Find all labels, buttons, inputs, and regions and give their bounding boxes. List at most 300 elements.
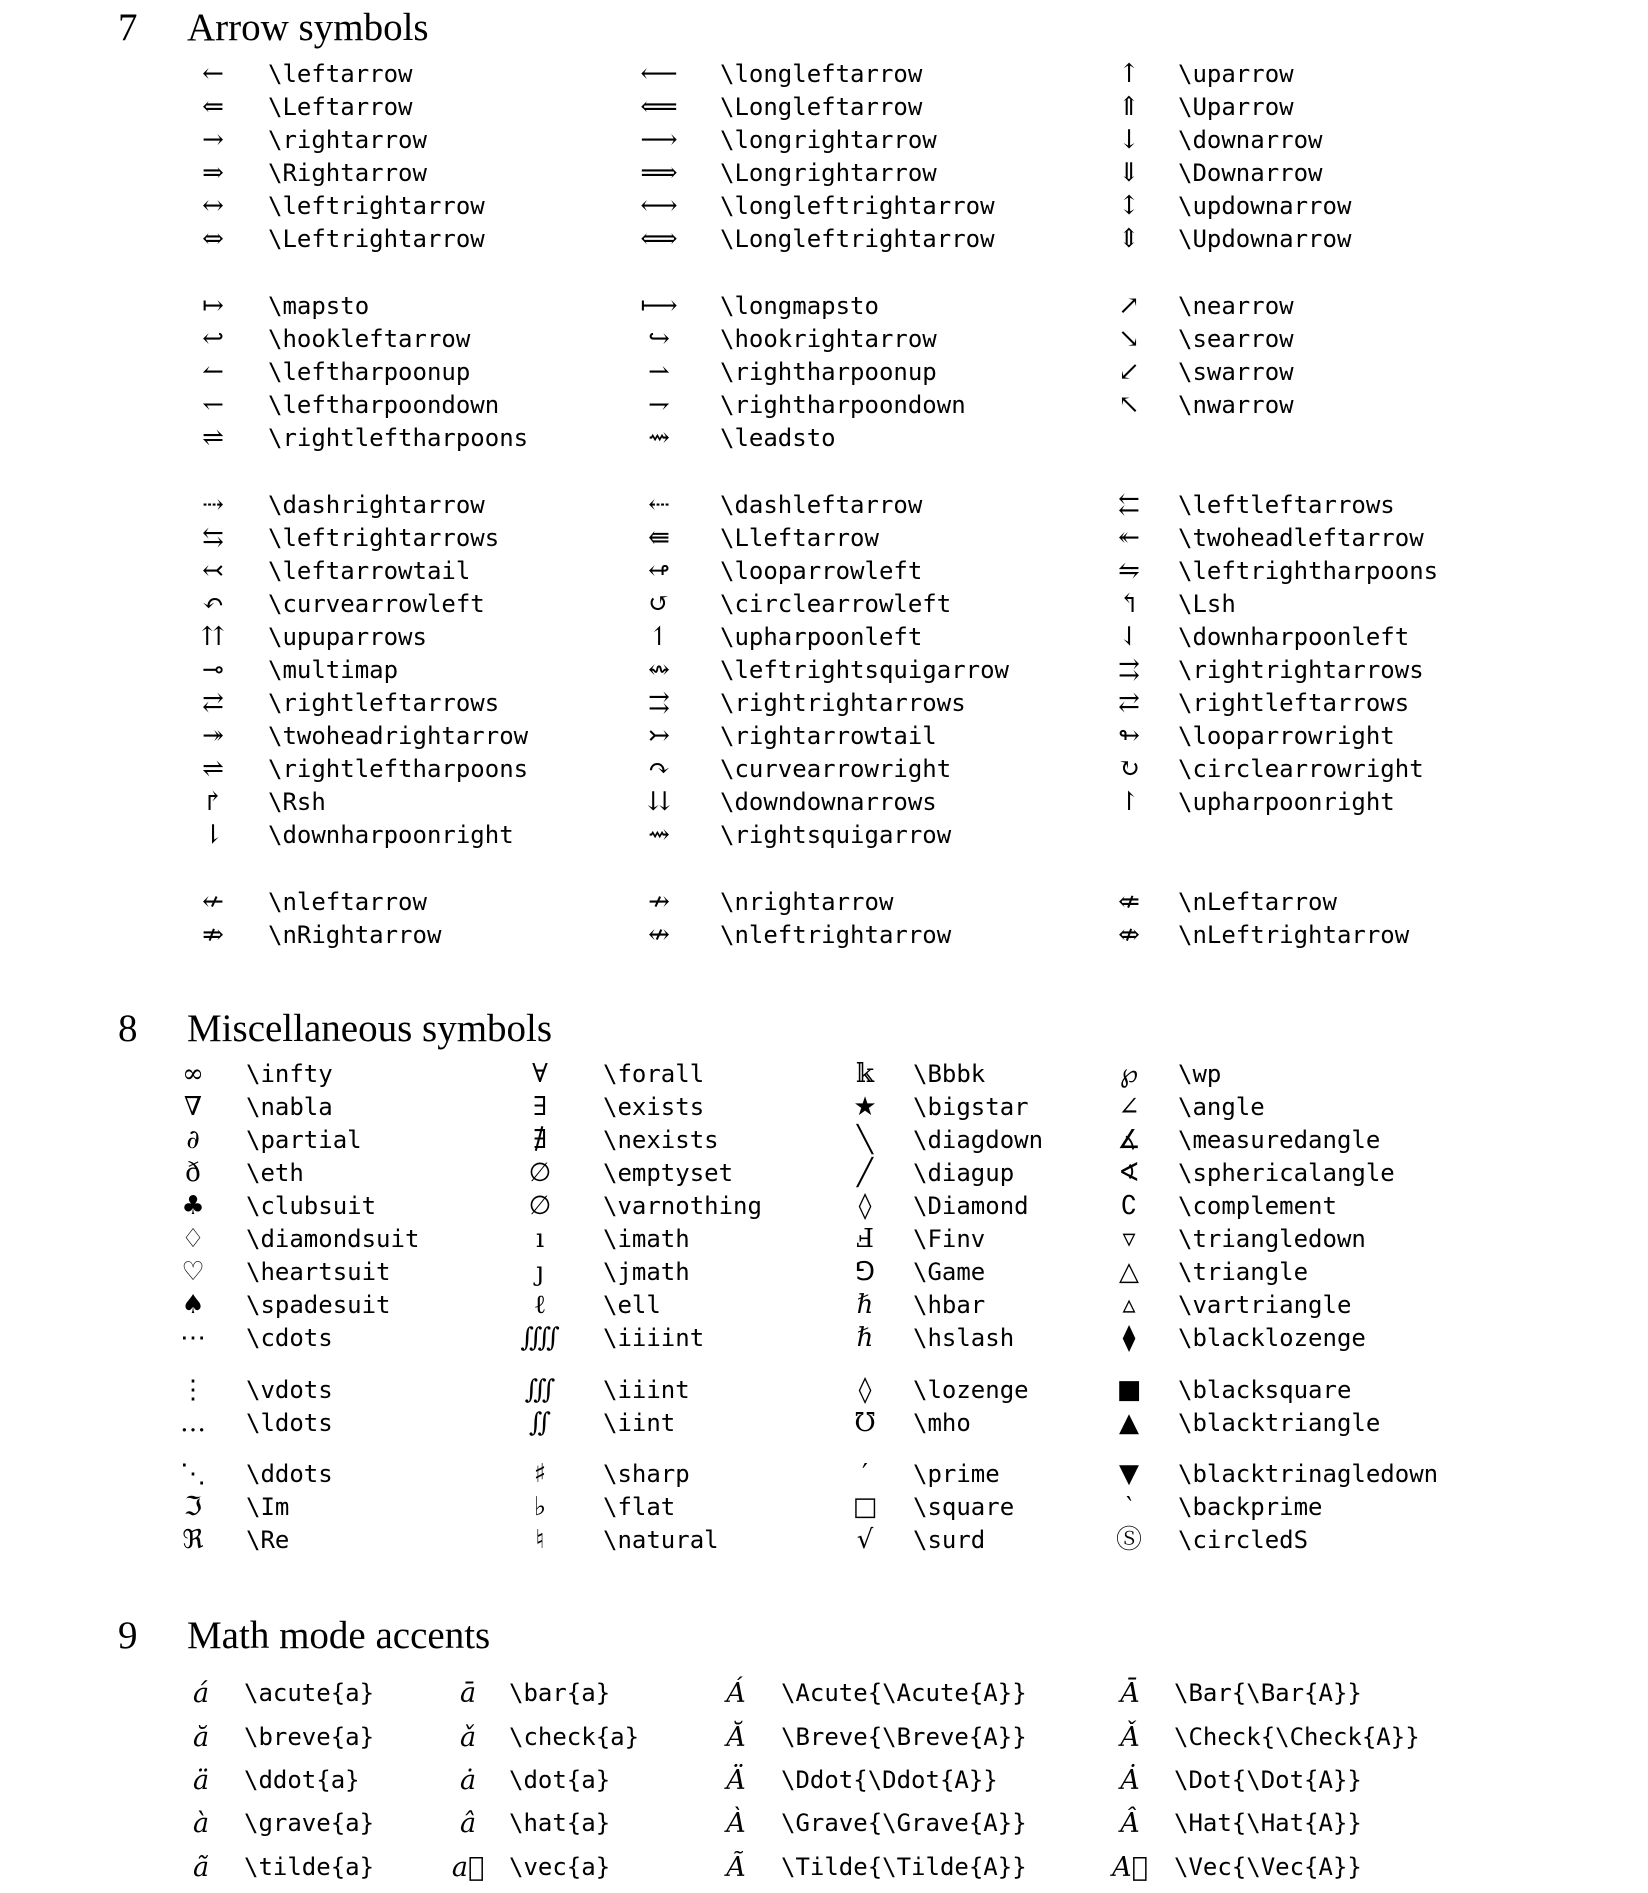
command-leftleftarrows: \leftleftarrows [1178, 491, 1395, 519]
command-hbar: \hbar [913, 1291, 986, 1319]
command-diagup: \diagup [913, 1159, 1015, 1187]
symbol-row [0, 1764, 1648, 1797]
symbol-glyph: ↚ [202, 887, 224, 917]
symbol-glyph: ⊸ [202, 655, 224, 685]
symbol-glyph: ⅁ [854, 1257, 876, 1287]
command-finv: \Finv [913, 1225, 986, 1253]
symbol-glyph: À [726, 1808, 746, 1839]
command-jmath: \jmath [603, 1258, 690, 1286]
symbol-glyph: ∅ [528, 1191, 552, 1221]
command-hat-hat-a: \Hat{\Hat{A}} [1174, 1809, 1362, 1837]
command-nexists: \nexists [603, 1126, 719, 1154]
command-nrightarrow: \nRightarrow [268, 921, 442, 949]
section-number: 7 [118, 6, 138, 49]
command-sphericalangle: \sphericalangle [1178, 1159, 1395, 1187]
symbol-glyph: ↔ [202, 191, 224, 221]
symbol-glyph: ⇉ [648, 688, 670, 718]
command-mho: \mho [913, 1409, 971, 1437]
command-backprime: \backprime [1178, 1493, 1323, 1521]
symbol-glyph: ↷ [648, 754, 670, 784]
symbol-glyph: Ⓢ [1115, 1525, 1142, 1555]
symbol-glyph: ă [192, 1722, 210, 1753]
command-lleftarrow: \Lleftarrow [720, 524, 879, 552]
symbol-row [0, 1407, 1648, 1440]
command-dot-dot-a: \Dot{\Dot{A}} [1174, 1766, 1362, 1794]
command-vdots: \vdots [246, 1376, 333, 1404]
symbol-glyph: ∢ [1118, 1158, 1140, 1188]
command-leftarrow: \Leftarrow [268, 93, 413, 121]
command-nrightarrow: \nrightarrow [720, 888, 894, 916]
symbol-glyph: ‵ [1126, 1492, 1132, 1522]
command-leftharpoondown: \leftharpoondown [268, 391, 500, 419]
symbol-glyph: ↠ [202, 721, 224, 751]
command-rightleftharpoons: \rightleftharpoons [268, 755, 529, 783]
symbol-glyph: ð [185, 1158, 201, 1188]
symbol-row [0, 1851, 1648, 1884]
symbol-glyph: ⇄ [1118, 688, 1140, 718]
symbol-glyph: ↮ [648, 920, 670, 950]
symbol-glyph: ↬ [1118, 721, 1140, 751]
symbol-glyph: ⇂ [202, 820, 224, 850]
command-nleftarrow: \nLeftarrow [1178, 888, 1337, 916]
command-forall: \forall [603, 1060, 705, 1088]
command-leftharpoonup: \leftharpoonup [268, 358, 471, 386]
symbol-row [0, 1058, 1648, 1091]
command-re: \Re [246, 1526, 290, 1554]
command-circlearrowleft: \circlearrowleft [720, 590, 952, 618]
symbol-glyph: ⟼ [640, 291, 678, 321]
command-infty: \infty [246, 1060, 333, 1088]
symbol-row [0, 1458, 1648, 1491]
symbol-glyph: ℜ [182, 1525, 204, 1555]
command-check-check-a: \Check{\Check{A}} [1174, 1723, 1420, 1751]
symbol-glyph: Ä [726, 1765, 746, 1796]
symbol-row [0, 786, 1648, 819]
symbol-glyph: ∃ [532, 1092, 548, 1122]
symbol-glyph: ⇆ [202, 523, 224, 553]
command-breve-a: \breve{a} [244, 1723, 375, 1751]
symbol-glyph: √ [856, 1525, 874, 1555]
command-flat: \flat [603, 1493, 676, 1521]
command-heartsuit: \heartsuit [246, 1258, 391, 1286]
symbol-glyph: Â [1120, 1808, 1140, 1839]
symbol-glyph: ∡ [1117, 1125, 1141, 1155]
symbol-glyph: ▿ [1122, 1224, 1136, 1254]
section-title: Math mode accents [187, 1614, 491, 1657]
symbol-glyph: ⇕ [1118, 224, 1140, 254]
symbol-glyph: ⇐ [202, 92, 224, 122]
command-diamond: \Diamond [913, 1192, 1029, 1220]
symbol-glyph: ℑ [183, 1492, 203, 1522]
symbol-glyph: ⟸ [640, 92, 678, 122]
command-eth: \eth [246, 1159, 304, 1187]
symbol-glyph: … [180, 1408, 206, 1438]
symbol-glyph: ä [192, 1765, 210, 1796]
command-nabla: \nabla [246, 1093, 333, 1121]
command-iint: \iint [603, 1409, 676, 1437]
symbol-row [0, 1190, 1648, 1223]
command-downarrow: \downarrow [1178, 126, 1323, 154]
section-heading [118, 8, 429, 47]
symbol-glyph: ⇚ [648, 523, 670, 553]
symbol-glyph: Ȧ [1120, 1765, 1140, 1796]
symbol-row [0, 753, 1648, 786]
command-downharpoonright: \downharpoonright [268, 821, 514, 849]
command-vec-a: \vec{a} [509, 1853, 611, 1881]
symbol-glyph: á [192, 1678, 210, 1709]
command-triangle: \triangle [1178, 1258, 1309, 1286]
command-complement: \complement [1178, 1192, 1337, 1220]
command-updownarrow: \updownarrow [1178, 192, 1352, 220]
command-bbbk: \Bbbk [913, 1060, 986, 1088]
symbol-row [0, 356, 1648, 389]
symbol-row [0, 124, 1648, 157]
symbol-glyph: ȷ [535, 1257, 545, 1287]
command-rightarrowtail: \rightarrowtail [720, 722, 937, 750]
command-hookrightarrow: \hookrightarrow [720, 325, 937, 353]
command-bar-bar-a: \Bar{\Bar{A}} [1174, 1679, 1362, 1707]
symbol-glyph: ↑ [1118, 59, 1140, 89]
symbol-glyph: ⇒ [202, 158, 224, 188]
command-varnothing: \varnothing [603, 1192, 762, 1220]
command-rsh: \Rsh [268, 788, 326, 816]
command-ldots: \ldots [246, 1409, 333, 1437]
symbol-glyph: ★ [853, 1092, 877, 1122]
symbol-glyph: ∄ [532, 1125, 548, 1155]
symbol-glyph: Ǎ [1120, 1722, 1140, 1753]
command-longrightarrow: \Longrightarrow [720, 159, 937, 187]
command-rightarrow: \Rightarrow [268, 159, 427, 187]
symbol-glyph: ⇑ [1118, 92, 1140, 122]
command-emptyset: \emptyset [603, 1159, 734, 1187]
symbol-glyph: ↰ [1118, 589, 1140, 619]
command-acute-acute-a: \Acute{\Acute{A}} [781, 1679, 1027, 1707]
symbol-row [0, 588, 1648, 621]
command-nleftarrow: \nleftarrow [268, 888, 427, 916]
symbol-glyph: ∬ [528, 1408, 552, 1438]
command-hat-a: \hat{a} [509, 1809, 611, 1837]
symbol-glyph: ♭ [533, 1492, 547, 1522]
section-heading [118, 1009, 552, 1048]
symbol-glyph: Ā [1120, 1678, 1140, 1709]
command-longleftarrow: \Longleftarrow [720, 93, 923, 121]
symbol-row [0, 687, 1648, 720]
symbol-row [0, 91, 1648, 124]
symbol-glyph: ⇠ [648, 490, 670, 520]
symbol-glyph: ↺ [648, 589, 670, 619]
command-rightharpoondown: \rightharpoondown [720, 391, 966, 419]
symbol-glyph: a⃗ [451, 1852, 485, 1883]
symbol-row [0, 654, 1648, 687]
command-longmapsto: \longmapsto [720, 292, 879, 320]
symbol-row [0, 1721, 1648, 1754]
symbol-glyph: ∅ [528, 1158, 552, 1188]
symbol-row [0, 1524, 1648, 1557]
symbol-glyph: ◊ [858, 1191, 872, 1221]
command-ddots: \ddots [246, 1460, 333, 1488]
command-diagdown: \diagdown [913, 1126, 1044, 1154]
command-searrow: \searrow [1178, 325, 1294, 353]
command-rightleftarrows: \rightleftarrows [268, 689, 500, 717]
symbol-glyph: ↞ [1118, 523, 1140, 553]
symbol-glyph: ▼ [1119, 1459, 1139, 1489]
symbol-glyph: ⇓ [1118, 158, 1140, 188]
symbol-glyph: ⇁ [648, 390, 670, 420]
symbol-glyph: ↭ [648, 655, 670, 685]
symbol-glyph: ↦ [202, 291, 224, 321]
command-multimap: \multimap [268, 656, 399, 684]
command-breve-breve-a: \Breve{\Breve{A}} [781, 1723, 1027, 1751]
command-downharpoonleft: \downharpoonleft [1178, 623, 1410, 651]
symbol-glyph: 𝕜 [855, 1059, 874, 1089]
symbol-glyph: ♮ [535, 1525, 545, 1555]
symbol-glyph: ♠ [181, 1290, 205, 1320]
command-lsh: \Lsh [1178, 590, 1236, 618]
command-triangledown: \triangledown [1178, 1225, 1366, 1253]
symbol-glyph: ⇇ [1118, 490, 1140, 520]
symbol-glyph: Ⅎ [855, 1224, 875, 1254]
command-vartriangle: \vartriangle [1178, 1291, 1352, 1319]
command-rightrightarrows: \rightrightarrows [720, 689, 966, 717]
symbol-glyph: ↛ [648, 887, 670, 917]
command-looparrowright: \looparrowright [1178, 722, 1395, 750]
symbol-glyph: â [459, 1808, 477, 1839]
command-blacksquare: \blacksquare [1178, 1376, 1352, 1404]
symbol-row [0, 522, 1648, 555]
symbol-row [0, 621, 1648, 654]
symbol-glyph: ā [459, 1678, 477, 1709]
symbol-row [0, 720, 1648, 753]
command-hslash: \hslash [913, 1324, 1015, 1352]
symbol-row [0, 58, 1648, 91]
command-grave-grave-a: \Grave{\Grave{A}} [781, 1809, 1027, 1837]
symbol-glyph: ∞ [182, 1059, 204, 1089]
symbol-glyph: A⃗ [1112, 1852, 1148, 1883]
command-clubsuit: \clubsuit [246, 1192, 377, 1220]
command-imath: \imath [603, 1225, 690, 1253]
command-blacktrinagledown: \blacktrinagledown [1178, 1460, 1439, 1488]
command-leftrightharpoons: \leftrightharpoons [1178, 557, 1439, 585]
symbol-glyph: ▲ [1119, 1408, 1139, 1438]
symbol-glyph: ⇃ [1118, 622, 1140, 652]
symbol-glyph: ↱ [202, 787, 224, 817]
symbol-glyph: ⇊ [648, 787, 670, 817]
command-ddot-a: \ddot{a} [244, 1766, 360, 1794]
symbol-glyph: ⇄ [202, 688, 224, 718]
symbol-glyph: ▵ [1122, 1290, 1136, 1320]
command-nwarrow: \nwarrow [1178, 391, 1294, 419]
command-rightharpoonup: \rightharpoonup [720, 358, 937, 386]
symbol-glyph: ⇎ [1118, 920, 1140, 950]
symbol-glyph: Ă [726, 1722, 746, 1753]
symbol-glyph: ↓ [1118, 125, 1140, 155]
symbol-row [0, 1223, 1648, 1256]
symbol-glyph: ℓ [533, 1290, 547, 1320]
symbol-glyph: ↘ [1118, 324, 1140, 354]
symbol-glyph: ← [202, 59, 224, 89]
command-longleftrightarrow: \longleftrightarrow [720, 192, 995, 220]
command-longrightarrow: \longrightarrow [720, 126, 937, 154]
command-bar-a: \bar{a} [509, 1679, 611, 1707]
symbol-glyph: ǎ [459, 1722, 477, 1753]
symbol-row [0, 323, 1648, 356]
command-upharpoonright: \upharpoonright [1178, 788, 1395, 816]
command-rightarrow: \rightarrow [268, 126, 427, 154]
command-exists: \exists [603, 1093, 705, 1121]
command-twoheadrightarrow: \twoheadrightarrow [268, 722, 529, 750]
command-uparrow: \Uparrow [1178, 93, 1294, 121]
command-leftarrowtail: \leftarrowtail [268, 557, 471, 585]
command-rightsquigarrow: \rightsquigarrow [720, 821, 952, 849]
command-nearrow: \nearrow [1178, 292, 1294, 320]
command-vec-vec-a: \Vec{\Vec{A}} [1174, 1853, 1362, 1881]
command-leftrightarrow: \leftrightarrow [268, 192, 485, 220]
symbol-glyph: □ [852, 1492, 878, 1522]
symbol-glyph: ↕ [1118, 191, 1140, 221]
command-leadsto: \leadsto [720, 424, 836, 452]
symbol-glyph: à [192, 1808, 210, 1839]
command-upuparrows: \upuparrows [268, 623, 427, 651]
command-ell: \ell [603, 1291, 661, 1319]
command-rightleftarrows: \rightleftarrows [1178, 689, 1410, 717]
symbol-glyph: ↫ [648, 556, 670, 586]
symbol-row [0, 389, 1648, 422]
command-swarrow: \swarrow [1178, 358, 1294, 386]
symbol-glyph: ℧ [854, 1408, 876, 1438]
symbol-glyph: ∭ [524, 1375, 556, 1405]
symbol-glyph: ↼ [202, 357, 224, 387]
command-updownarrow: \Updownarrow [1178, 225, 1352, 253]
symbol-glyph: ↙ [1118, 357, 1140, 387]
symbol-row [0, 886, 1648, 919]
symbol-glyph: ∇ [183, 1092, 203, 1122]
command-leftarrow: \leftarrow [268, 60, 413, 88]
symbol-row [0, 819, 1648, 852]
symbol-row [0, 1677, 1648, 1710]
symbol-glyph: ↗ [1118, 291, 1140, 321]
symbol-glyph: ⇋ [1118, 556, 1140, 586]
command-bigstar: \bigstar [913, 1093, 1029, 1121]
symbol-row [0, 1374, 1648, 1407]
symbol-row [0, 190, 1648, 223]
symbol-glyph: ⟹ [640, 158, 678, 188]
command-iiiint: \iiiint [603, 1324, 705, 1352]
symbol-row [0, 223, 1648, 256]
command-circlearrowright: \circlearrowright [1178, 755, 1424, 783]
symbol-glyph: ∁ [1120, 1191, 1138, 1221]
command-square: \square [913, 1493, 1015, 1521]
section-heading [118, 1616, 490, 1655]
command-tilde-tilde-a: \Tilde{\Tilde{A}} [781, 1853, 1027, 1881]
command-rightleftharpoons: \rightleftharpoons [268, 424, 529, 452]
symbol-row [0, 290, 1648, 323]
command-mapsto: \mapsto [268, 292, 370, 320]
symbol-glyph: ↖ [1118, 390, 1140, 420]
symbol-row [0, 157, 1648, 190]
section-title: Arrow symbols [187, 6, 429, 49]
command-grave-a: \grave{a} [244, 1809, 375, 1837]
command-leftrightsquigarrow: \leftrightsquigarrow [720, 656, 1009, 684]
command-check-a: \check{a} [509, 1723, 640, 1751]
command-tilde-a: \tilde{a} [244, 1853, 375, 1881]
command-blacktriangle: \blacktriangle [1178, 1409, 1381, 1437]
symbol-glyph: ⇉ [1118, 655, 1140, 685]
command-looparrowleft: \looparrowleft [720, 557, 923, 585]
symbol-glyph: ⇝ [648, 423, 670, 453]
command-circleds: \circledS [1178, 1526, 1309, 1554]
command-curvearrowleft: \curvearrowleft [268, 590, 485, 618]
symbol-glyph: ⇍ [1118, 887, 1140, 917]
symbol-glyph: ⋮ [180, 1375, 206, 1405]
symbol-glyph: ↣ [648, 721, 670, 751]
symbol-glyph: ■ [1116, 1375, 1142, 1405]
command-cdots: \cdots [246, 1324, 333, 1352]
symbol-glyph: ♢ [181, 1224, 205, 1254]
section-number: 9 [118, 1614, 138, 1657]
symbol-glyph: △ [1119, 1257, 1139, 1287]
symbol-glyph: ⇌ [202, 754, 224, 784]
symbol-glyph: ⇏ [202, 920, 224, 950]
symbol-glyph: ′ [862, 1459, 868, 1489]
command-blacklozenge: \blacklozenge [1178, 1324, 1366, 1352]
symbol-glyph: ♯ [533, 1459, 547, 1489]
symbol-glyph: ⨌ [520, 1323, 560, 1353]
symbol-glyph: ȧ [459, 1765, 477, 1796]
symbol-row [0, 489, 1648, 522]
symbol-glyph: ⟺ [640, 224, 678, 254]
symbol-glyph: ⇔ [202, 224, 224, 254]
symbol-row [0, 1091, 1648, 1124]
symbol-glyph: ↶ [202, 589, 224, 619]
command-longleftrightarrow: \Longleftrightarrow [720, 225, 995, 253]
command-surd: \surd [913, 1526, 986, 1554]
command-prime: \prime [913, 1460, 1000, 1488]
symbol-row [0, 1807, 1648, 1840]
command-dashleftarrow: \dashleftarrow [720, 491, 923, 519]
command-lozenge: \lozenge [913, 1376, 1029, 1404]
symbol-glyph: ⟵ [640, 59, 678, 89]
symbol-glyph: ∀ [532, 1059, 548, 1089]
command-upharpoonleft: \upharpoonleft [720, 623, 923, 651]
symbol-glyph: ↩ [202, 324, 224, 354]
symbol-glyph: ╲ [857, 1125, 873, 1155]
command-partial: \partial [246, 1126, 362, 1154]
symbol-glyph: ⋯ [180, 1323, 206, 1353]
symbol-glyph: ↢ [202, 556, 224, 586]
command-leftrightarrow: \Leftrightarrow [268, 225, 485, 253]
symbol-glyph: ♡ [181, 1257, 205, 1287]
command-rightrightarrows: \rightrightarrows [1178, 656, 1424, 684]
command-ddot-ddot-a: \Ddot{\Ddot{A}} [781, 1766, 998, 1794]
symbol-glyph: ∠ [1118, 1092, 1140, 1122]
symbol-glyph: ⟶ [640, 125, 678, 155]
symbol-glyph: Ã [726, 1852, 746, 1883]
symbol-glyph: ⋱ [180, 1459, 206, 1489]
command-leftrightarrows: \leftrightarrows [268, 524, 500, 552]
symbol-glyph: ↪ [648, 324, 670, 354]
symbol-glyph: ⇝ [648, 820, 670, 850]
symbol-glyph: ⟷ [640, 191, 678, 221]
symbol-row [0, 1157, 1648, 1190]
command-wp: \wp [1178, 1060, 1222, 1088]
symbol-glyph: ℘ [1119, 1059, 1139, 1089]
symbol-glyph: ↽ [202, 390, 224, 420]
command-uparrow: \uparrow [1178, 60, 1294, 88]
symbol-row [0, 919, 1648, 952]
section-number: 8 [118, 1007, 138, 1050]
command-acute-a: \acute{a} [244, 1679, 375, 1707]
command-im: \Im [246, 1493, 290, 1521]
